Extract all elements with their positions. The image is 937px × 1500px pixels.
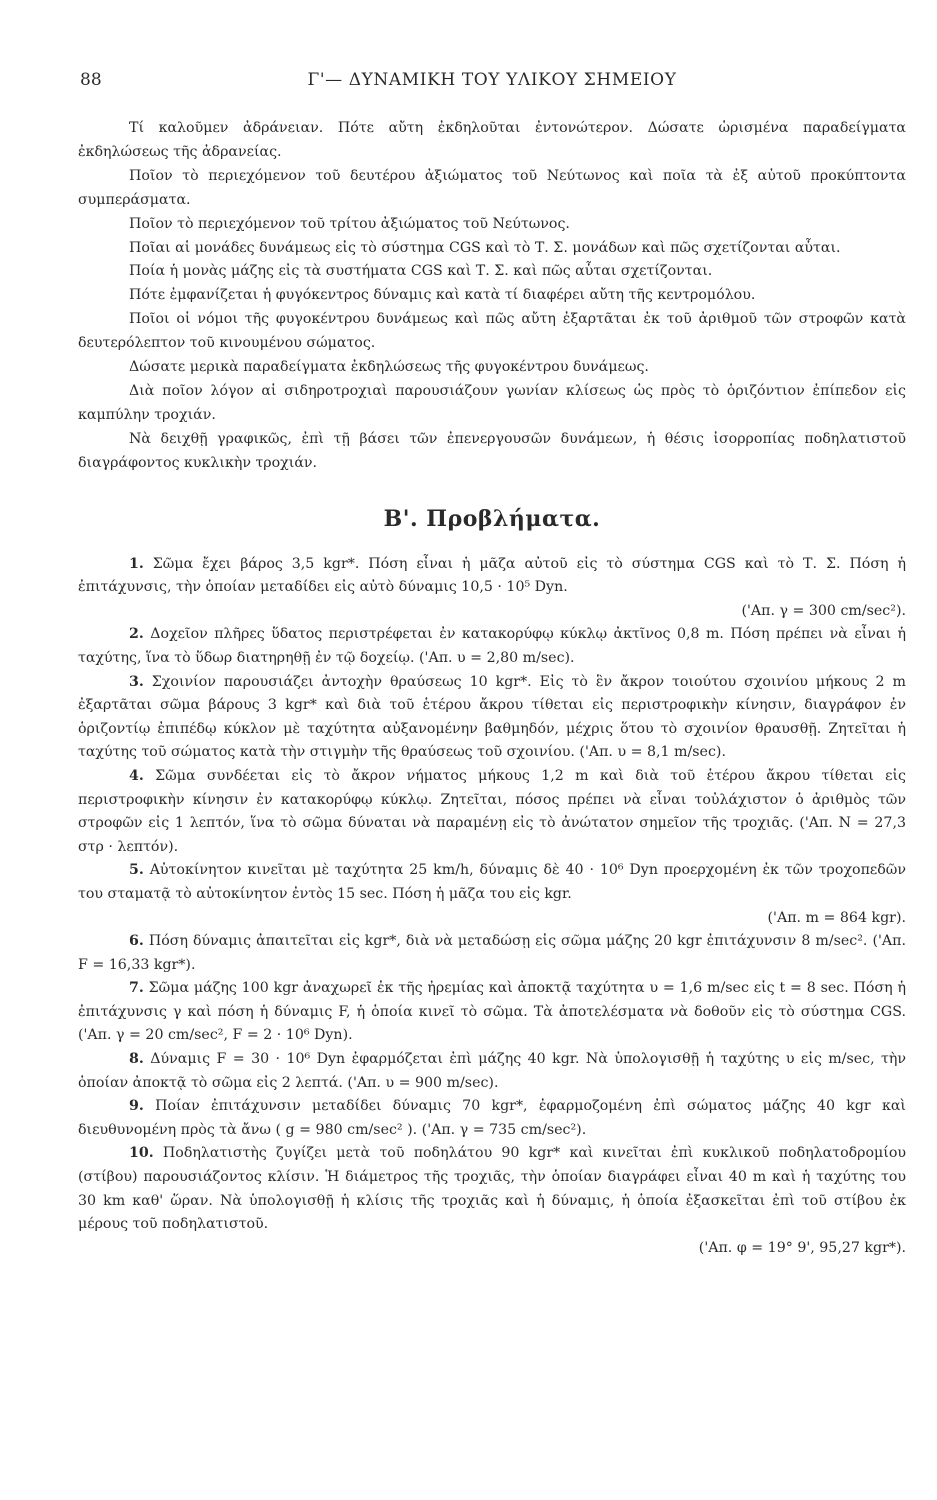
problem-number: 5. [129, 862, 144, 879]
problem-text: Σῶμα συνδέεται εἰς τὸ ἄκρον νήματος μήκους 1,2 m καὶ διὰ τοῦ ἑτέρου ἄκρου τίθεται εἰς περιστροφικὴν κίνησιν ἐν κατακορύφῳ κύκλῳ. Ζητεῖται, πόσος πρέπει νὰ εἶναι τοὐλάχιστον ὁ ἀριθμὸς τῶν στροφῶν εἰς 1 λεπτόν, ἵνα τὸ σῶμα δύναται νὰ παραμένῃ εἰς τὸ ἀνώτατον σημεῖον τῆς τροχιᾶς. ('Απ. Ν = 27,3 στρ · λεπτόν). [78, 767, 906, 855]
question: Ποία ἡ μονὰς μάζης εἰς τὰ συστήματα CGS καὶ Τ. Σ. καὶ πῶς αὗται σχετίζονται. [129, 263, 713, 280]
problem-text: Αὐτοκίνητον κινεῖται μὲ ταχύτητα 25 km/h, δύναμις δὲ 40 · 10⁶ Dyn προερχομένη ἐκ τῶν τροχοπεδῶν του σταματᾷ τὸ αὐτοκίνητον ἐντὸς 15 sec. Πόση ἡ μᾶζα του εἰς kgr. [78, 862, 906, 902]
problem-answer: ('Απ. φ = 19° 9', 95,27 kgr*). [698, 1239, 906, 1256]
question: Ποῖοι οἱ νόμοι τῆς φυγοκέντρου δυνάμεως καὶ πῶς αὔτη ἐξαρτᾶται ἐκ τοῦ ἀριθμοῦ τῶν στροφῶν κατὰ δευτερόλεπτον τοῦ κινουμένου σώματος. [78, 311, 906, 352]
question: Διὰ ποῖον λόγον αἱ σιδηροτροχιαὶ παρουσιάζουν γωνίαν κλίσεως ὡς πρὸς τὸ ὁριζόντιον ἐπίπεδον εἰς καμπύλην τροχιάν. [78, 382, 906, 423]
problem-text: Πόση δύναμις ἀπαιτεῖται εἰς kgr*, διὰ νὰ μεταδώσῃ εἰς σῶμα μάζης 20 kgr ἐπιτάχυνσιν 8 m/sec². ('Απ. F = 16,33 kgr*). [78, 933, 906, 973]
section-title: Β'. Προβλήματα. [383, 505, 601, 532]
page-number: 88 [80, 70, 102, 90]
question: Δώσατε μερικὰ παραδείγματα ἐκδηλώσεως τῆς φυγοκέντρου δυνάμεως. [129, 359, 649, 376]
question: Νὰ δειχθῇ γραφικῶς, ἐπὶ τῇ βάσει τῶν ἐπενεργουσῶν δυνάμεων, ἡ θέσις ἰσορροπίας ποδηλατιστοῦ διαγράφοντος κυκλικὴν τροχιάν. [78, 430, 906, 471]
question: Ποῖον τὸ περιεχόμενον τοῦ δευτέρου ἀξιώματος τοῦ Νεύτωνος καὶ ποῖα τὰ ἐξ αὐτοῦ προκύπτοντα συμπεράσματα. [78, 167, 906, 208]
problem-number: 6. [129, 933, 144, 950]
problem-number: 7. [129, 980, 144, 997]
review-questions [78, 117, 906, 476]
problem-number: 10. [129, 1145, 154, 1162]
problems-list [78, 553, 906, 1261]
problem-text: Δύναμις F = 30 · 10⁶ Dyn ἐφαρμόζεται ἐπὶ μάζης 40 kgr. Νὰ ὑπολογισθῇ ἡ ταχύτης υ εἰς m/sec, τὴν ὁποίαν ἀποκτᾷ τὸ σῶμα εἰς 2 λεπτά. ('Απ. υ = 900 m/sec). [78, 1051, 906, 1091]
problem-number: 9. [129, 1098, 144, 1115]
question: Τί καλοῦμεν ἀδράνειαν. Πότε αὔτη ἐκδηλοῦται ἐντονώτερον. Δώσατε ὡρισμένα παραδείγματα ἐκδηλώσεως τῆς ἀδρανείας. [78, 120, 906, 160]
problem-text: Σχοινίον παρουσιάζει ἀντοχὴν θραύσεως 10 kgr*. Εἰς τὸ ἓν ἄκρον τοιούτου σχοινίου μήκους 2 m ἐξαρτᾶται σῶμα βάρους 3 kgr* καὶ διὰ τοῦ ἑτέρου ἄκρου τίθεται εἰς περιστροφικὴν κίνησιν, διαγράφον ἐν ὁριζοντίῳ ἐπιπέδῳ κύκλον μὲ ταχύτητα αὐξανομένην βαθμηδόν, μέχρις ὅτου τὸ σχοινίον θραυσθῇ. Ζητεῖται ἡ ταχύτης τοῦ σώματος κατὰ τὴν στιγμὴν τῆς θραύσεως τοῦ σχοινίου. ('Απ. υ = 8,1 m/sec). [78, 673, 906, 761]
problem [78, 623, 906, 670]
problem-number: 1. [129, 555, 144, 572]
problem-answer: ('Απ. γ = 300 cm/sec²). [741, 602, 906, 619]
problem [78, 671, 906, 765]
question: Ποῖαι αἱ μονάδες δυνάμεως εἰς τὸ σύστημα CGS καὶ τὸ Τ. Σ. μονάδων καὶ πῶς σχετίζονται αὗται. [129, 239, 841, 256]
question: Πότε ἐμφανίζεται ἡ φυγόκεντρος δύναμις καὶ κατὰ τί διαφέρει αὔτη τῆς κεντρομόλου. [129, 287, 756, 304]
page-header [78, 70, 906, 98]
problem [78, 553, 906, 624]
problem [78, 1048, 906, 1095]
problem-text: Δοχεῖον πλῆρες ὕδατος περιστρέφεται ἐν κατακορύφῳ κύκλῳ ἀκτῖνος 0,8 m. Πόση πρέπει νὰ εἶναι ἡ ταχύτης, ἵνα τὸ ὕδωρ διατηρηθῇ ἐν τῷ δοχείῳ. ('Απ. υ = 2,80 m/sec). [78, 626, 906, 666]
page [78, 70, 906, 1260]
problem [78, 1095, 906, 1142]
problem [78, 930, 906, 977]
problem-number: 4. [129, 767, 144, 784]
running-title: Γ'— ΔΥΝΑΜΙΚΗ ΤΟΥ ΥΛΙΚΟΥ ΣΗΜΕΙΟΥ [307, 70, 677, 90]
problem-text: Ποδηλατιστὴς ζυγίζει μετὰ τοῦ ποδηλάτου 90 kgr* καὶ κινεῖται ἐπὶ κυκλικοῦ ποδηλατοδρομίου (στίβου) παρουσιάζοντος κλίσιν. Ἡ διάμετρος τῆς τροχιᾶς, τὴν ὁποίαν διαγράφει εἶναι 40 m καὶ ἡ ταχύτης του 30 km καθ' ὥραν. Νὰ ὑπολογισθῇ ἡ κλίσις τῆς τροχιᾶς καὶ ἡ δύναμις, ἡ ὁποία ἐξασκεῖται ἐπὶ τοῦ στίβου ἐκ μέρους τοῦ ποδηλατιστοῦ. [78, 1145, 906, 1233]
problem-text: Ποίαν ἐπιτάχυνσιν μεταδίδει δύναμις 70 kgr*, ἐφαρμοζομένη ἐπὶ σώματος μάζης 40 kgr καὶ διευθυνομένη πρὸς τὰ ἄνω ( g = 980 cm/sec² ). ('Απ. γ = 735 cm/sec²). [78, 1098, 906, 1138]
problem-number: 2. [129, 626, 144, 643]
problem-number: 3. [129, 673, 144, 690]
problem-text: Σῶμα μάζης 100 kgr ἀναχωρεῖ ἐκ τῆς ἠρεμίας καὶ ἀποκτᾷ ταχύτητα υ = 1,6 m/sec εἰς t = 8 sec. Πόση ἡ ἐπιτάχυνσις γ καὶ πόση ἡ δύναμις F, ἡ ὁποία κινεῖ τὸ σῶμα. Τὰ ἀποτελέσματα νὰ δοθοῦν εἰς τὸ σύστημα CGS. ('Απ. γ = 20 cm/sec², F = 2 · 10⁶ Dyn). [78, 980, 906, 1044]
problem-text: Σῶμα ἔχει βάρος 3,5 kgr*. Πόση εἶναι ἡ μᾶζα αὐτοῦ εἰς τὸ σύστημα CGS καὶ τὸ Τ. Σ. Πόση ἡ ἐπιτάχυνσις, τὴν ὁποίαν μεταδίδει εἰς αὐτὸ δύναμις 10,5 · 10⁵ Dyn. [78, 555, 906, 596]
problem-answer: ('Απ. m = 864 kgr). [767, 909, 906, 926]
problem-number: 8. [129, 1051, 144, 1068]
problem [78, 765, 906, 859]
problem [78, 1142, 906, 1260]
problem [78, 859, 906, 930]
problem [78, 977, 906, 1048]
question: Ποῖον τὸ περιεχόμενον τοῦ τρίτου ἀξιώματος τοῦ Νεύτωνος. [129, 215, 570, 232]
